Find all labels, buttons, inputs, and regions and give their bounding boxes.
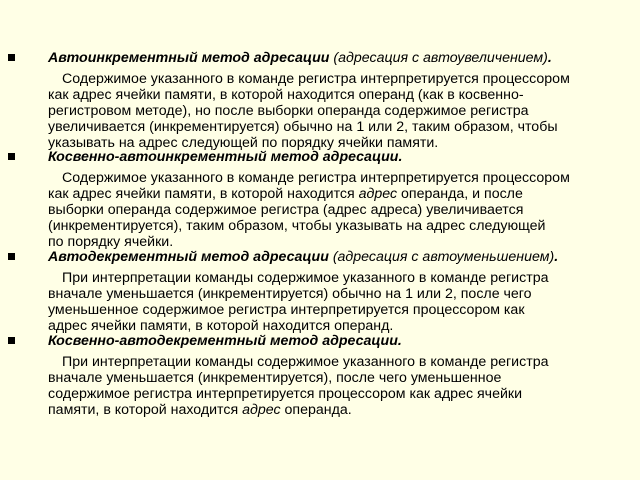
body-line: адрес ячейки памяти, в которой находится операнд. (48, 317, 394, 334)
section-heading (48, 249, 558, 265)
bullet-square-icon (8, 253, 15, 260)
body-line: вначале уменьшается (инкрементируется) обычно на 1 или 2, после чего (48, 285, 532, 302)
section-heading (48, 50, 552, 66)
body-line: Содержимое указанного в команде регистра интерпретируется процессором (62, 170, 570, 186)
body-text: операнда, и после (397, 185, 523, 202)
body-line: по порядку ячейки. (48, 233, 174, 250)
section-body (48, 271, 630, 335)
heading-title: Автоинкрементный метод адресации (48, 50, 330, 66)
body-text: операнда. (280, 401, 352, 418)
heading-subtitle: (адресация с автоуменьшением) (332, 249, 555, 265)
body-line: вначале уменьшается (инкрементируется), после чего уменьшенное (48, 369, 502, 386)
body-line (48, 187, 630, 203)
section-heading (48, 149, 402, 165)
body-line (48, 403, 630, 419)
heading-title: Косвенно-автоинкрементный метод адресации. (48, 149, 403, 165)
body-line: При интерпретации команды содержимое указанного в команде регистра (62, 270, 549, 286)
body-line: содержимое регистра интерпретируется процессором как адрес ячейки (48, 385, 523, 402)
body-line: выборки операнда содержимое регистра (адрес адреса) увеличивается (48, 201, 524, 218)
body-text: как адрес ячейки памяти, в которой находится (48, 185, 359, 202)
body-line: увеличивается (инкрементируется) обычно на 1 или 2, таким образом, чтобы (48, 118, 558, 135)
bullet-square-icon (8, 337, 15, 344)
section-heading (48, 333, 402, 349)
section-body (48, 355, 630, 419)
bullet-square-icon (8, 153, 15, 160)
body-line: указывать на адрес следующей по порядку ячейки памяти. (48, 134, 439, 151)
body-emphasis: адрес (242, 401, 281, 418)
heading-title: Автодекрементный метод адресации (48, 249, 329, 265)
body-line: Содержимое указанного в команде регистра интерпретируется процессором (62, 71, 570, 87)
body-line: как адрес ячейки памяти, в которой находится операнд (как в косвенно- (48, 86, 524, 103)
heading-period: . (554, 249, 559, 265)
heading-period: . (547, 50, 552, 66)
heading-subtitle: (адресация с автоувеличением) (333, 50, 548, 66)
section-body (48, 72, 630, 152)
body-line: (инкрементируется), таким образом, чтобы указывать на адрес следующей (48, 217, 546, 234)
body-line: уменьшенное содержимое регистра интерпретируется процессором как (48, 301, 525, 318)
section-body (48, 171, 630, 251)
body-line: При интерпретации команды содержимое указанного в команде регистра (62, 354, 549, 370)
bullet-square-icon (8, 54, 15, 61)
heading-title: Косвенно-автодекрементный метод адресации. (48, 333, 402, 349)
body-emphasis: адрес (358, 185, 398, 202)
body-line: регистровом методе), но после выборки операнда содержимое регистра (48, 102, 529, 119)
body-text: памяти, в которой находится (48, 401, 243, 418)
